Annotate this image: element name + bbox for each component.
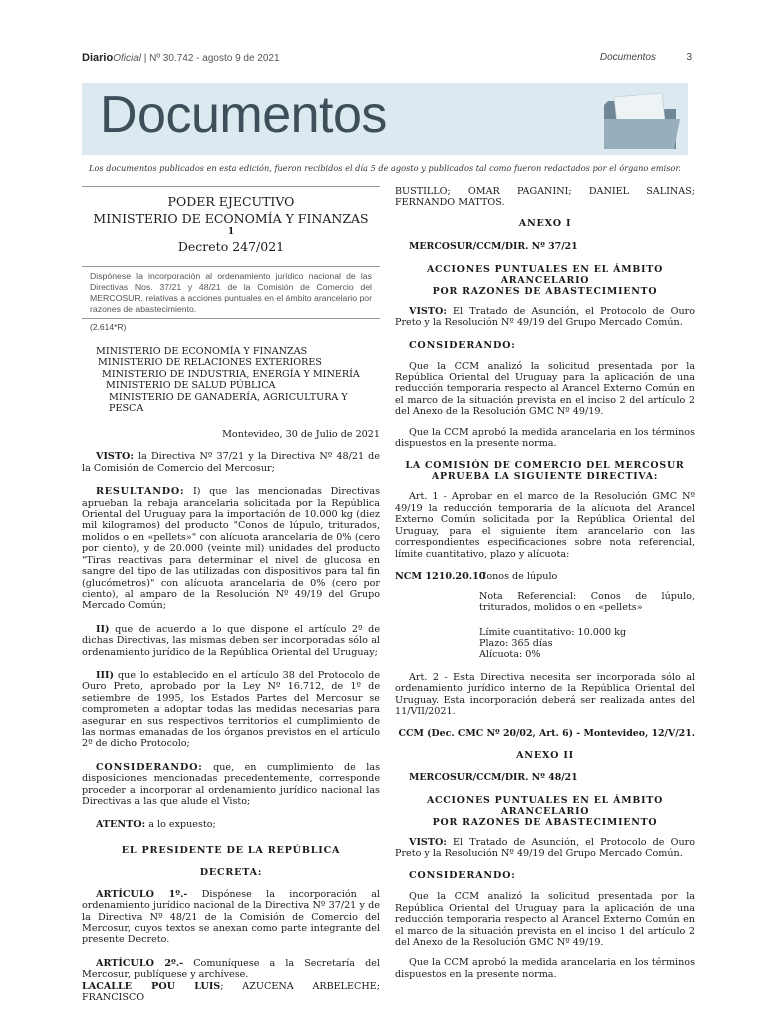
- visto-text: El Tratado de Asunción, el Protocolo de Ouro Preto y la Resolución Nº 49/19 del Grupo Mercado Común.: [395, 305, 695, 329]
- right-column: [395, 186, 695, 980]
- directive-2-title-line2: POR RAZONES DE ABASTECIMIENTO: [432, 816, 658, 828]
- resultando-label: RESULTANDO:: [96, 486, 185, 498]
- ncm-description: Conos de lúpulo: [479, 570, 558, 582]
- resultando-paragraph: [82, 486, 380, 611]
- atento-text: a lo expuesto;: [145, 819, 216, 831]
- article-2-label: ARTÍCULO 2º.-: [96, 957, 184, 969]
- considerando-heading: CONSIDERANDO:: [409, 339, 516, 351]
- ministry-line: MINISTERIO DE ECONOMÍA Y FINANZAS: [96, 346, 308, 357]
- ncm-note: Nota Referencial: Conos de lúpulo, triturados, molidos o en «pellets»: [479, 590, 695, 614]
- ncm-term: Plazo: 365 días: [479, 637, 553, 649]
- banner-title: Documentos: [100, 86, 387, 144]
- visto-2-paragraph: [395, 837, 695, 860]
- signers-text: ; AZUCENA ARBELECHE; FRANCISCO: [82, 980, 380, 1004]
- ministry-title: MINISTERIO DE ECONOMÍA Y FINANZAS: [93, 211, 369, 226]
- presidente-heading: EL PRESIDENTE DE LA REPÚBLICA: [121, 844, 341, 856]
- considerando-paragraph-1: Que la CCM analizó la solicitud presentada por la República Oriental del Uruguay para la aplicación de una reducción temporaria respecto al Arancel Externo Común en el marco de la situación prevista en el inciso 2 del artículo 2 del Anexo de la Resolución GMC Nº 49/19.: [395, 360, 695, 418]
- visto-paragraph: [395, 306, 695, 329]
- decree-title: Decreto 247/021: [177, 239, 285, 254]
- comision-heading: [395, 460, 695, 482]
- directive-1-title-line2: POR RAZONES DE ABASTECIMIENTO: [432, 285, 658, 297]
- directive-1-article-2: Art. 2 - Esta Directiva necesita ser incorporada sólo al ordenamiento jurídico interno de la República Oriental del Uruguay. Esta incorporación deberá ser realizada antes del 11/VII/2021.: [395, 671, 695, 718]
- document-number: 1: [227, 227, 235, 237]
- considerando-paragraph: [82, 762, 380, 808]
- directive-2-title-line1: ACCIONES PUNTUALES EN EL ÁMBITO ARANCELARIO: [426, 794, 664, 817]
- brand-name-italic: Oficial: [113, 53, 141, 64]
- directive-1-title-line1: ACCIONES PUNTUALES EN EL ÁMBITO ARANCELARIO: [426, 263, 664, 286]
- considerando-label: CONSIDERANDO:: [96, 761, 203, 773]
- divider: [82, 318, 380, 319]
- directive-1-id: MERCOSUR/CCM/DIR. Nº 37/21: [409, 240, 578, 252]
- ministry-line: MINISTERIO DE GANADERÍA, AGRICULTURA Y PESCA: [109, 391, 348, 415]
- considerando-2-paragraph-2: Que la CCM aprobó la medida arancelaria en los términos dispuestos en la presente norma.: [395, 957, 695, 980]
- visto-text: la Directiva Nº 37/21 y la Directiva Nº 48/21 de la Comisión de Comercio del Mercosur;: [82, 451, 380, 474]
- considerando-text: que, en cumplimiento de las disposiciones mencionadas precedentemente, corresponde proceder a incorporar al ordenamiento jurídico nacional las Directivas a las que alude el Visto;: [82, 761, 380, 807]
- signers: [82, 981, 380, 1004]
- divider: [82, 186, 380, 187]
- left-column: [82, 186, 380, 1003]
- brand-name: Diario: [82, 52, 114, 64]
- visto-2-text: El Tratado de Asunción, el Protocolo de Ouro Preto y la Resolución Nº 49/19 del Grupo Mercado Común.: [395, 836, 695, 859]
- issue-info: | Nº 30.742 - agosto 9 de 2021: [140, 53, 280, 64]
- running-header: [82, 52, 692, 70]
- article-1-text: Dispónese la incorporación al ordenamiento jurídico nacional de la Directiva Nº 37/21 y de la Directiva Nº 48/21 de la Comisión de Comercio del Mercosur, cuyos textos se anexan como parte integrante del presente Decreto.: [82, 888, 380, 946]
- folder-icon: [600, 89, 686, 153]
- article-2-text: Comuníquese a la Secretaría del Mercosur, publíquese y archívese.: [82, 957, 380, 981]
- iii-paragraph: [82, 670, 380, 750]
- directive-2-title: [395, 795, 695, 828]
- decreta-heading: DECRETA:: [199, 866, 263, 878]
- considerando-paragraph-2: Que la CCM aprobó la medida arancelaria en los términos dispuestos en la presente norma.: [395, 426, 695, 450]
- ministry-line: MINISTERIO DE SALUD PÚBLICA: [106, 380, 276, 392]
- ministries-list: [82, 346, 380, 414]
- intro-note: Los documentos publicados en esta edición, fueron recibidos el día 5 de agosto y publicados tal como fueron redactados por el órgano emisor.: [89, 163, 681, 173]
- article-2: [82, 958, 380, 981]
- ncm-code: NCM 1210.20.10: [395, 570, 486, 582]
- section-name: Documentos: [599, 52, 656, 63]
- ministry-line: MINISTERIO DE INDUSTRIA, ENERGÍA Y MINERÍA: [102, 368, 360, 380]
- annex-2-heading: ANEXO II: [516, 749, 574, 761]
- directive-2-id: MERCOSUR/CCM/DIR. Nº 48/21: [409, 771, 578, 783]
- comision-heading-line1: LA COMISIÓN DE COMERCIO DEL MERCOSUR: [405, 460, 685, 472]
- ii-text: que de acuerdo a lo que dispone el artículo 2º de dichas Directivas, las mismas deben ser incorporadas sólo al ordenamiento jurídico de la República Oriental del Uruguay;: [82, 623, 380, 658]
- resultando-text: I) que las mencionadas Directivas aprueban la rebaja arancelaria solicitada por la República Oriental del Uruguay para la importación de 10.000 kg (diez mil kilogramos) del producto "Conos de lúpulo, triturados, molidos o en «pellets»" con alícuota arancelaria de 0% (cero por ciento), y de 20.000 (veinte mil) unidades del producto "Tiras reactivas para determinar el nivel de glucosa en sangre del tipo de las utilizadas con dispositivos para tal fin (glucómetros)" con alícuota arancelaria de 0% (cero por ciento), al amparo de la Resolución Nº 49/19 del Grupo Mercado Común;: [82, 486, 380, 612]
- header-left: [82, 52, 280, 64]
- decree-summary: Dispónese la incorporación al ordenamiento jurídico nacional de las Directivas Nos. 37/21 y 48/21 de la Comisión de Comercio del MERCOSUR, relativas a acciones puntuales en el ámbito arancelario por razones de abastecimiento.: [90, 271, 372, 314]
- considerando-2-heading: CONSIDERANDO:: [409, 870, 516, 882]
- visto-label: VISTO:: [409, 305, 447, 317]
- iii-text: que lo establecido en el artículo 38 del Protocolo de Ouro Preto, aprobado por la Ley Nº 16.712, de 1º de setiembre de 1995, los Estados Partes del Mercosur se comprometen a adoptar todas las medidas necesarias para asegurar en sus respectivos territorios el cumplimiento de las normas emanadas de los órganos previstos en el artículo 2º de dicho Protocolo;: [82, 669, 380, 750]
- visto-paragraph: [82, 451, 380, 474]
- ministry-line: MINISTERIO DE RELACIONES EXTERIORES: [98, 357, 322, 369]
- signers-continued: BUSTILLO; OMAR PAGANINI; DANIEL SALINAS; FERNANDO MATTOS.: [395, 186, 695, 209]
- ii-label: II): [96, 623, 110, 635]
- ccm-signature: CCM (Dec. CMC Nº 20/02, Art. 6) - Montevideo, 12/V/21.: [398, 727, 695, 739]
- iii-label: III): [96, 669, 115, 681]
- atento-paragraph: [82, 819, 380, 830]
- article-1: [82, 889, 380, 946]
- org-title: PODER EJECUTIVO: [167, 194, 295, 209]
- ncm-limit: Límite cuantitativo: 10.000 kg: [479, 626, 627, 638]
- visto-2-label: VISTO:: [409, 836, 447, 848]
- ncm-rate: Alícuota: 0%: [479, 648, 541, 660]
- annex-1-heading: ANEXO I: [518, 217, 572, 229]
- considerando-2-paragraph-1: Que la CCM analizó la solicitud presentada por la República Oriental del Uruguay para la aplicación de una reducción temporaria respecto al Arancel Externo Común en el marco de la situación prevista en el inciso 1 del artículo 2 del Anexo de la Resolución GMC Nº 49/19.: [395, 891, 695, 948]
- directive-1-title: [395, 264, 695, 297]
- reference-code: (2.614*R): [90, 322, 127, 332]
- atento-label: ATENTO:: [96, 819, 146, 831]
- ii-paragraph: [82, 624, 380, 658]
- visto-label: VISTO:: [96, 451, 134, 463]
- section-banner: [82, 83, 688, 155]
- decree-date: Montevideo, 30 de Julio de 2021: [222, 429, 380, 441]
- comision-heading-line2: APRUEBA LA SIGUIENTE DIRECTIVA:: [431, 471, 659, 483]
- article-1-label: ARTÍCULO 1º.-: [96, 888, 188, 900]
- directive-1-article-1: Art. 1 - Aprobar en el marco de la Resolución GMC Nº 49/19 la reducción temporaria de la alícuota del Arancel Externo Común solicitada por la República Oriental del Uruguay, para el siguiente ítem arancelario con las correspondientes especificaciones sobre nota referencial, límite cuantitativo, plazo y alícuota:: [395, 491, 695, 560]
- page-number: 3: [686, 52, 692, 63]
- signers-bold: LACALLE POU LUIS: [82, 980, 221, 992]
- ncm-item: [395, 571, 695, 663]
